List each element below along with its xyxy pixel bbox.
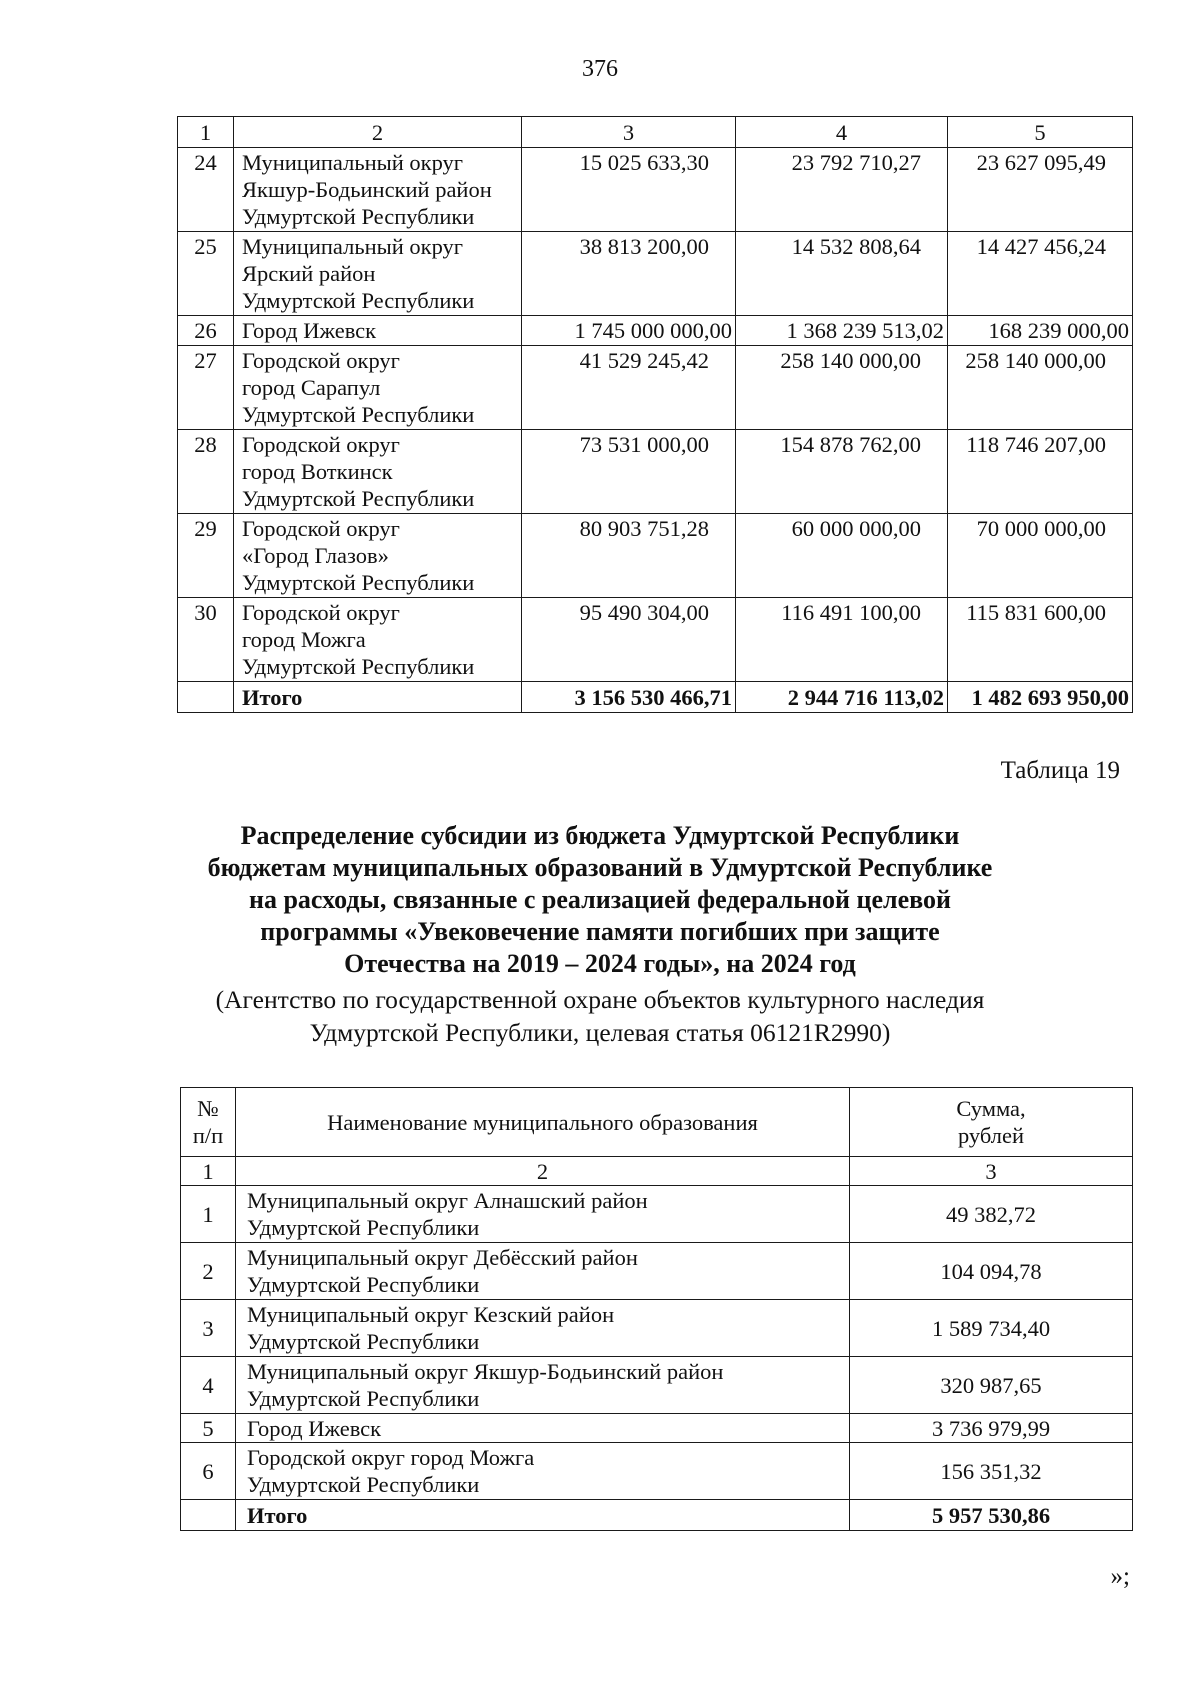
total-col3: 3 156 530 466,71 xyxy=(522,682,736,713)
name-line: Удмуртской Республики xyxy=(242,570,475,595)
table-label: Таблица 19 xyxy=(1000,757,1120,784)
total-label: Итого xyxy=(236,1500,850,1531)
row-number: 26 xyxy=(178,316,234,346)
row-number: 3 xyxy=(181,1300,236,1357)
municipality-name xyxy=(234,598,522,682)
header-number xyxy=(181,1088,236,1157)
header-number-line: п/п xyxy=(192,1123,224,1148)
amount-col5: 168 239 000,00 xyxy=(948,316,1133,346)
amount-col4: 116 491 100,00 xyxy=(736,598,948,682)
municipality-name xyxy=(236,1186,850,1243)
amount-col4: 154 878 762,00 xyxy=(736,430,948,514)
amount-col3: 1 745 000 000,00 xyxy=(522,316,736,346)
page-number: 376 xyxy=(582,56,618,82)
amount-col5: 23 627 095,49 xyxy=(948,148,1133,232)
column-number: 2 xyxy=(236,1157,850,1186)
municipality-name xyxy=(234,316,522,346)
subtitle-line: Удмуртской Республики, целевая статья 06121R2990) xyxy=(309,1018,891,1047)
subtitle-line: (Агентство по государственной охране объектов культурного наследия xyxy=(215,985,985,1014)
column-number: 1 xyxy=(178,117,234,148)
name-line: Муниципальный округ Алнашский район xyxy=(247,1188,648,1213)
column-number: 3 xyxy=(522,117,736,148)
municipality-name xyxy=(234,514,522,598)
name-line: Город Ижевск xyxy=(242,318,377,343)
total-row xyxy=(181,1500,1133,1531)
column-number: 1 xyxy=(181,1157,236,1186)
table-row xyxy=(178,598,1133,682)
row-number: 5 xyxy=(181,1414,236,1443)
name-line: Городской округ xyxy=(242,348,400,373)
column-number: 2 xyxy=(234,117,522,148)
name-line: Удмуртской Республики xyxy=(247,1215,480,1240)
municipality-name xyxy=(236,1443,850,1500)
amount-col4: 23 792 710,27 xyxy=(736,148,948,232)
header-sum xyxy=(850,1088,1133,1157)
name-line: Удмуртской Республики xyxy=(247,1272,480,1297)
table-row xyxy=(181,1300,1133,1357)
title-line: Распределение субсидии из бюджета Удмуртской Республики xyxy=(240,821,960,850)
table-row xyxy=(181,1186,1133,1243)
row-number: 6 xyxy=(181,1443,236,1500)
total-row xyxy=(178,682,1133,713)
name-line: Удмуртской Республики xyxy=(242,486,475,511)
row-number: 2 xyxy=(181,1243,236,1300)
name-line: Удмуртской Республики xyxy=(242,402,475,427)
row-number: 29 xyxy=(178,514,234,598)
amount-col5: 118 746 207,00 xyxy=(948,430,1133,514)
name-line: Ярский район xyxy=(242,261,376,286)
municipality-name xyxy=(234,346,522,430)
header-number-line: № xyxy=(197,1096,219,1121)
amount-col4: 60 000 000,00 xyxy=(736,514,948,598)
municipality-name xyxy=(236,1414,850,1443)
municipality-name xyxy=(234,148,522,232)
name-line: Якшур-Бодьинский район xyxy=(242,177,492,202)
empty-cell xyxy=(178,682,234,713)
name-line: Удмуртской Республики xyxy=(247,1386,480,1411)
column-number: 5 xyxy=(948,117,1133,148)
table-row xyxy=(181,1357,1133,1414)
title-line: на расходы, связанные с реализацией федеральной целевой xyxy=(248,885,952,914)
amount: 3 736 979,99 xyxy=(850,1414,1133,1443)
name-line: Удмуртской Республики xyxy=(242,288,475,313)
name-line: Удмуртской Республики xyxy=(242,204,475,229)
total-col4: 2 944 716 113,02 xyxy=(736,682,948,713)
name-line: Муниципальный округ xyxy=(242,234,464,259)
amount-col4: 14 532 808,64 xyxy=(736,232,948,316)
amount-col3: 38 813 200,00 xyxy=(522,232,736,316)
table-row xyxy=(178,316,1133,346)
municipality-name xyxy=(236,1243,850,1300)
table-row xyxy=(181,1243,1133,1300)
header-name: Наименование муниципального образования xyxy=(236,1088,850,1157)
budget-table-continuation xyxy=(177,116,1133,713)
row-number: 30 xyxy=(178,598,234,682)
name-line: город Сарапул xyxy=(242,375,381,400)
amount-col3: 15 025 633,30 xyxy=(522,148,736,232)
amount: 156 351,32 xyxy=(850,1443,1133,1500)
name-line: Городской округ город Можга xyxy=(247,1445,535,1470)
column-number-row xyxy=(181,1157,1133,1186)
amount: 1 589 734,40 xyxy=(850,1300,1133,1357)
table-row xyxy=(178,514,1133,598)
name-line: Муниципальный округ Кезский район xyxy=(247,1302,615,1327)
row-number: 4 xyxy=(181,1357,236,1414)
name-line: «Город Глазов» xyxy=(242,543,389,568)
empty-cell xyxy=(181,1500,236,1531)
title-line: программы «Увековечение памяти погибших при защите xyxy=(260,917,940,946)
amount-col5: 258 140 000,00 xyxy=(948,346,1133,430)
table-row xyxy=(178,148,1133,232)
row-number: 24 xyxy=(178,148,234,232)
amount: 104 094,78 xyxy=(850,1243,1133,1300)
name-line: Городской округ xyxy=(242,432,400,457)
municipality-name xyxy=(234,232,522,316)
name-line: Удмуртской Республики xyxy=(242,654,475,679)
municipality-name xyxy=(234,430,522,514)
table-row xyxy=(178,430,1133,514)
row-number: 1 xyxy=(181,1186,236,1243)
table-row xyxy=(181,1414,1133,1443)
amount-col4: 258 140 000,00 xyxy=(736,346,948,430)
name-line: Муниципальный округ xyxy=(242,150,464,175)
row-number: 27 xyxy=(178,346,234,430)
column-number: 4 xyxy=(736,117,948,148)
amount-col3: 80 903 751,28 xyxy=(522,514,736,598)
table-header-row xyxy=(181,1088,1133,1157)
name-line: Удмуртской Республики xyxy=(247,1329,480,1354)
table-title xyxy=(0,820,1200,980)
amount-col3: 95 490 304,00 xyxy=(522,598,736,682)
name-line: Муниципальный округ Дебёсский район xyxy=(247,1245,638,1270)
header-sum-line: Сумма, xyxy=(956,1096,1026,1121)
total-col5: 1 482 693 950,00 xyxy=(948,682,1133,713)
table-row xyxy=(178,346,1133,430)
amount-col4: 1 368 239 513,02 xyxy=(736,316,948,346)
name-line: город Воткинск xyxy=(242,459,393,484)
table-row xyxy=(181,1443,1133,1500)
municipality-name xyxy=(236,1300,850,1357)
column-number: 3 xyxy=(850,1157,1133,1186)
name-line: Муниципальный округ Якшур-Бодьинский район xyxy=(247,1359,724,1384)
amount: 320 987,65 xyxy=(850,1357,1133,1414)
row-number: 25 xyxy=(178,232,234,316)
title-line: Отечества на 2019 – 2024 годы», на 2024 год xyxy=(344,949,856,978)
table-row xyxy=(178,232,1133,316)
amount-col3: 73 531 000,00 xyxy=(522,430,736,514)
total-label: Итого xyxy=(234,682,522,713)
amount-col5: 115 831 600,00 xyxy=(948,598,1133,682)
column-number-row xyxy=(178,117,1133,148)
name-line: Городской округ xyxy=(242,516,400,541)
name-line: Город Ижевск xyxy=(247,1415,382,1441)
name-line: Удмуртской Республики xyxy=(247,1472,480,1497)
subsidy-distribution-table xyxy=(180,1087,1133,1531)
closing-quote-mark: »; xyxy=(1110,1563,1130,1590)
amount-col5: 70 000 000,00 xyxy=(948,514,1133,598)
name-line: Городской округ xyxy=(242,600,400,625)
name-line: город Можга xyxy=(242,627,366,652)
amount-col3: 41 529 245,42 xyxy=(522,346,736,430)
municipality-name xyxy=(236,1357,850,1414)
header-sum-line: рублей xyxy=(957,1123,1025,1148)
amount-col5: 14 427 456,24 xyxy=(948,232,1133,316)
title-line: бюджетам муниципальных образований в Удмуртской Республике xyxy=(207,853,993,882)
table-subtitle xyxy=(0,983,1200,1049)
total-amount: 5 957 530,86 xyxy=(850,1500,1133,1531)
amount: 49 382,72 xyxy=(850,1186,1133,1243)
row-number: 28 xyxy=(178,430,234,514)
